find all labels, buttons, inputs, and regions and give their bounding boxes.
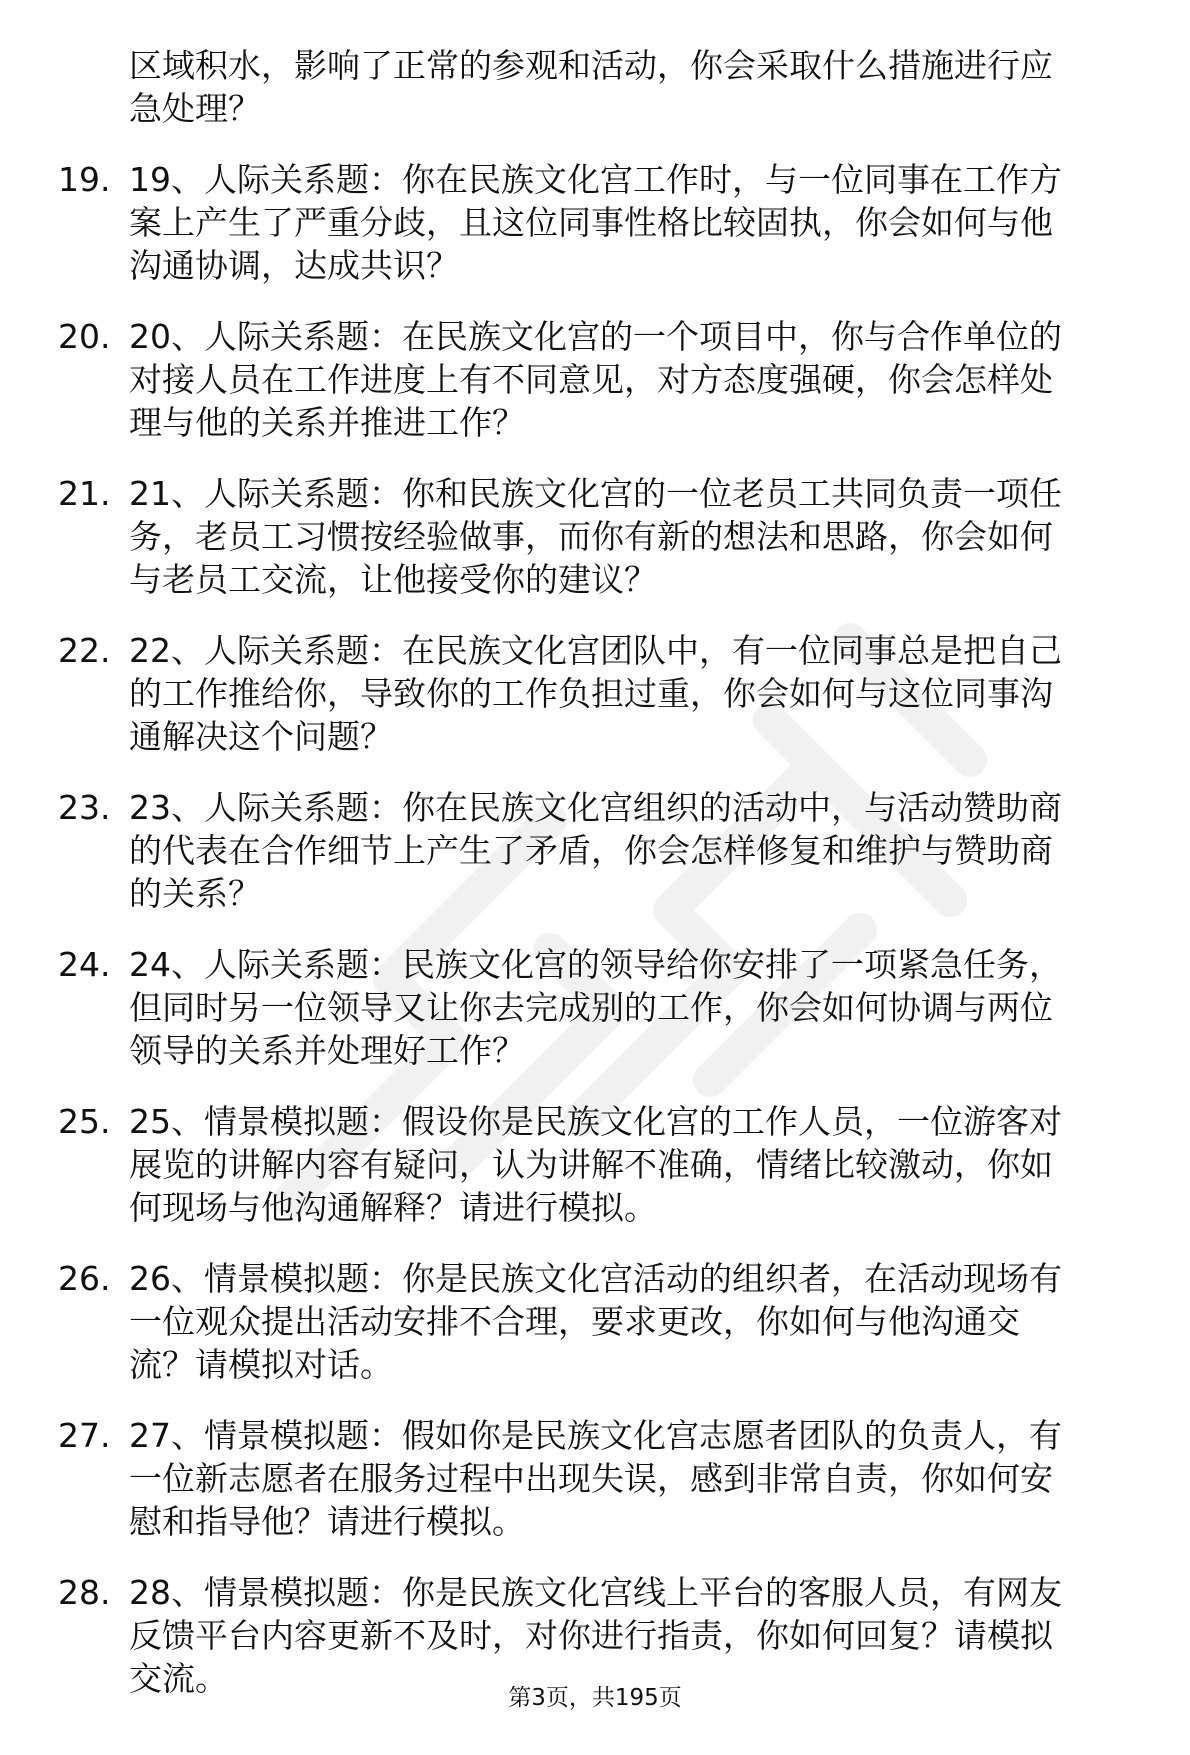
question-item — [0, 1571, 1190, 1700]
question-item — [0, 158, 1190, 287]
question-line: 对接人员在工作进度上有不同意见，对方态度强硬，你会怎样处 — [129, 360, 1053, 399]
question-text — [129, 786, 1149, 915]
question-text — [129, 472, 1149, 601]
question-number: 28. — [58, 1573, 111, 1612]
question-text — [129, 1571, 1149, 1700]
question-item — [0, 315, 1190, 444]
question-number: 20. — [58, 317, 111, 356]
question-line: 反馈平台内容更新不及时，对你进行指责，你如何回复？请模拟 — [129, 1616, 1053, 1655]
question-line: 24、人际关系题：民族文化宫的领导给你安排了一项紧急任务， — [129, 945, 1062, 984]
question-line: 的代表在合作细节上产生了矛盾，你会怎样修复和维护与赞助商 — [129, 831, 1053, 870]
question-line: 通解决这个问题？ — [129, 717, 393, 756]
question-line: 20、人际关系题：在民族文化宫的一个项目中，你与合作单位的 — [129, 317, 1062, 356]
question-text — [129, 629, 1149, 758]
question-item — [0, 1414, 1190, 1543]
question-line: 展览的讲解内容有疑问，认为讲解不准确，情绪比较激动，你如 — [129, 1145, 1053, 1184]
question-item — [0, 786, 1190, 915]
page-content — [0, 44, 1190, 1700]
question-line: 领导的关系并处理好工作？ — [129, 1031, 525, 1070]
question-number: 22. — [58, 631, 111, 670]
question-line: 28、情景模拟题：你是民族文化宫线上平台的客服人员，有网友 — [129, 1573, 1062, 1612]
question-line: 流？请模拟对话。 — [129, 1345, 393, 1384]
question-line: 理与他的关系并推进工作？ — [129, 403, 525, 442]
question-line: 22、人际关系题：在民族文化宫团队中，有一位同事总是把自己 — [129, 631, 1062, 670]
question-line: 案上产生了严重分歧，且这位同事性格比较固执，你会如何与他 — [129, 203, 1053, 242]
question-number: 21. — [58, 474, 111, 513]
continued-line: 急处理？ — [129, 89, 261, 128]
question-text — [129, 1414, 1149, 1543]
question-line: 但同时另一位领导又让你去完成别的工作，你会如何协调与两位 — [129, 988, 1053, 1027]
question-line: 26、情景模拟题：你是民族文化宫活动的组织者，在活动现场有 — [129, 1259, 1062, 1298]
question-text — [129, 943, 1149, 1072]
question-line: 交流。 — [129, 1659, 228, 1698]
question-line: 务，老员工习惯按经验做事，而你有新的想法和思路，你会如何 — [129, 517, 1053, 556]
question-line: 何现场与他沟通解释？请进行模拟。 — [129, 1188, 657, 1227]
question-line: 慰和指导他？请进行模拟。 — [129, 1502, 525, 1541]
question-text — [129, 315, 1149, 444]
question-text — [129, 1100, 1149, 1229]
question-line: 23、人际关系题：你在民族文化宫组织的活动中，与活动赞助商 — [129, 788, 1062, 827]
page-number-footer: 第3页，共195页 — [508, 1685, 682, 1711]
question-item — [0, 1257, 1190, 1386]
question-line: 25、情景模拟题：假设你是民族文化宫的工作人员，一位游客对 — [129, 1102, 1062, 1141]
question-line: 一位新志愿者在服务过程中出现失误，感到非常自责，你如何安 — [129, 1459, 1053, 1498]
question-item — [0, 1100, 1190, 1229]
question-line: 27、情景模拟题：假如你是民族文化宫志愿者团队的负责人，有 — [129, 1416, 1062, 1455]
question-line: 的工作推给你，导致你的工作负担过重，你会如何与这位同事沟 — [129, 674, 1053, 713]
question-number: 23. — [58, 788, 111, 827]
question-number: 19. — [58, 160, 111, 199]
question-item — [0, 472, 1190, 601]
question-line: 沟通协调，达成共识？ — [129, 246, 459, 285]
question-line: 与老员工交流，让他接受你的建议？ — [129, 560, 657, 599]
continued-line: 区域积水，影响了正常的参观和活动，你会采取什么措施进行应 — [129, 46, 1053, 85]
question-number: 25. — [58, 1102, 111, 1141]
question-number: 24. — [58, 945, 111, 984]
question-line: 的关系？ — [129, 874, 261, 913]
question-item — [0, 943, 1190, 1072]
question-list — [0, 158, 1190, 1700]
question-line: 21、人际关系题：你和民族文化宫的一位老员工共同负责一项任 — [129, 474, 1062, 513]
question-number: 27. — [58, 1416, 111, 1455]
question-line: 一位观众提出活动安排不合理，要求更改，你如何与他沟通交 — [129, 1302, 1020, 1341]
continued-question-text — [0, 44, 1190, 130]
question-item — [0, 629, 1190, 758]
question-text — [129, 158, 1149, 287]
question-text — [129, 1257, 1149, 1386]
question-number: 26. — [58, 1259, 111, 1298]
question-line: 19、人际关系题：你在民族文化宫工作时，与一位同事在工作方 — [129, 160, 1062, 199]
